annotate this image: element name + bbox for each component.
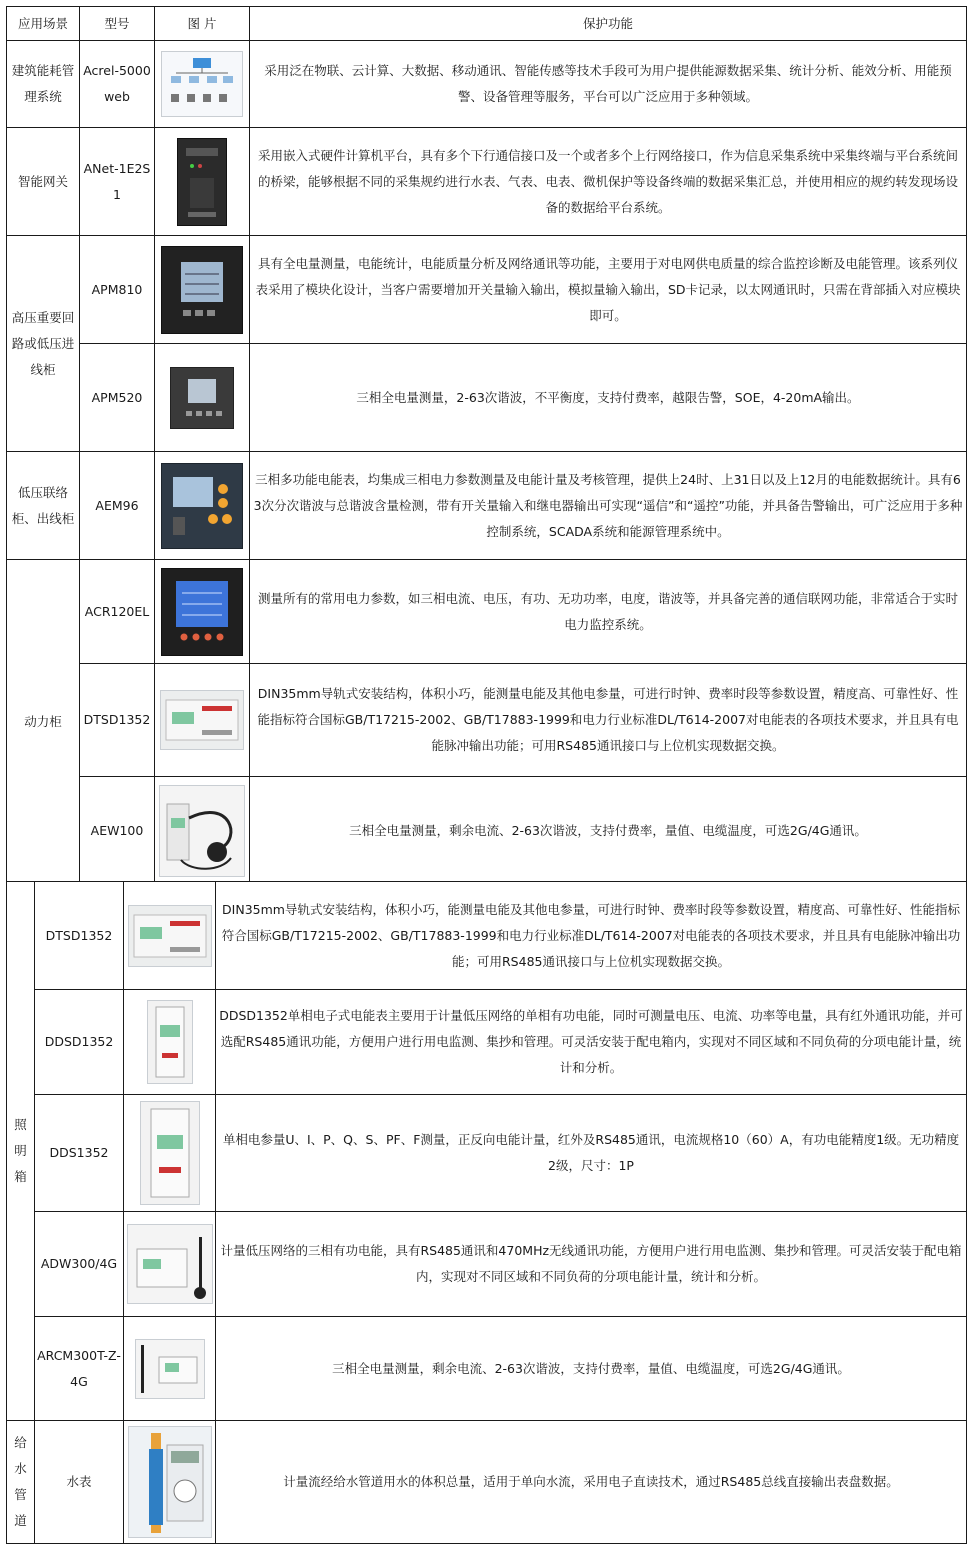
lcd-meter-icon (161, 568, 243, 656)
din-rail-meter-icon (160, 690, 244, 750)
product-table-lighting (6, 881, 967, 1544)
model-cell: 水表 (35, 1421, 124, 1544)
function-desc: 采用泛在物联、云计算、大数据、移动通讯、智能传感等技术手段可为用户提供能源数据采集、统计分析、能效分析、用能预警、设备管理等服务，平台可以广泛应用于多种领域。 (250, 41, 967, 128)
function-desc: 采用嵌入式硬件计算机平台，具有多个下行通信接口及一个或者多个上行网络接口，作为信息采集系统中采集终端与平台系统间的桥梁，能够根据不同的采集规约进行水表、气表、电表、微机保护等设备终端的数据采集汇总，并使用相应的规约转发现场设备的数据给平台系统。 (250, 128, 967, 236)
function-desc: 三相多功能电能表，均集成三相电力参数测量及电能计量及考核管理，提供上24时、上31日以及上12月的电能数据统计。具有63次分次谐波与总谐波含量检测，带有开关量输入和继电器输出可实现“遥信”和“遥控”功能，并具备告警输出，可广泛应用于多种控制系统，SCADA系统和能源管理系统中。 (250, 452, 967, 560)
table-row (7, 664, 967, 777)
function-desc: 具有全电量测量，电能统计，电能质量分析及网络通讯等功能，主要用于对电网供电质量的综合监控诊断及电能管理。该系列仪表采用了模块化设计，当客户需要增加开关量输入输出，模拟量输入输出，SD卡记录，以太网通讯时，只需在背部插入对应模块即可。 (250, 236, 967, 344)
table-row (7, 41, 967, 128)
power-meter-icon (161, 246, 243, 334)
din-rail-meter-icon (128, 905, 212, 967)
scene-cell: 智能网关 (7, 128, 80, 236)
model-cell: DDSD1352 (35, 990, 124, 1095)
model-cell: APM810 (80, 236, 155, 344)
header-image: 图 片 (155, 7, 250, 41)
power-meter-icon (170, 367, 234, 429)
water-meter-icon (128, 1426, 212, 1538)
platform-diagram-icon (161, 51, 243, 117)
table-row (7, 1095, 967, 1212)
scene-cell: 动力柜 (7, 560, 80, 885)
model-cell: DDS1352 (35, 1095, 124, 1212)
table-row (7, 882, 967, 990)
table-row (7, 990, 967, 1095)
scene-cell: 建筑能耗管理系统 (7, 41, 80, 128)
header-scene: 应用场景 (7, 7, 80, 41)
function-desc: 三相全电量测量，剩余电流、2-63次谐波，支持付费率，量值、电缆温度，可选2G/4G通讯。 (216, 1317, 967, 1421)
header-function: 保护功能 (250, 7, 967, 41)
table-row (7, 128, 967, 236)
single-phase-meter-icon (140, 1101, 200, 1205)
model-cell: DTSD1352 (80, 664, 155, 777)
function-desc: 三相全电量测量，2-63次谐波，不平衡度，支持付费率，越限告警，SOE，4-20mA输出。 (250, 344, 967, 452)
multifunction-meter-icon (161, 463, 243, 549)
table-row (7, 1212, 967, 1317)
table-row (7, 1421, 967, 1544)
table-row (7, 1317, 967, 1421)
function-desc: 计量低压网络的三相有功电能，具有RS485通讯和470MHz无线通讯功能，方便用户进行用电监测、集抄和管理。可灵活安装于配电箱内，实现对不同区域和不同负荷的分项电能计量，统计和分析。 (216, 1212, 967, 1317)
header-model: 型号 (80, 7, 155, 41)
wireless-meter-icon (159, 785, 245, 877)
scene-cell: 给水管道 (7, 1421, 35, 1544)
gateway-device-icon (177, 138, 227, 226)
model-cell: Acrel-5000web (80, 41, 155, 128)
scene-cell: 照明箱 (7, 882, 35, 1421)
scene-cell: 高压重要回路或低压进线柜 (7, 236, 80, 452)
model-cell: AEW100 (80, 777, 155, 885)
model-cell: APM520 (80, 344, 155, 452)
model-cell: ARCM300T-Z-4G (35, 1317, 124, 1421)
model-cell: ACR120EL (80, 560, 155, 664)
model-cell: DTSD1352 (35, 882, 124, 990)
product-table-main (6, 6, 967, 885)
function-desc: DDSD1352单相电子式电能表主要用于计量低压网络的单相有功电能，同时可测量电压、电流、功率等电量，具有红外通讯功能，并可选配RS485通讯功能，方便用户进行用电监测、集抄和管理。可灵活安装于配电箱内，实现对不同区域和不同负荷的分项电能计量，统计和分析。 (216, 990, 967, 1095)
function-desc: DIN35mm导轨式安装结构，体积小巧，能测量电能及其他电参量，可进行时钟、费率时段等参数设置，精度高、可靠性好、性能指标符合国标GB/T17215-2002、GB/T17883-1999和电力行业标准DL/T614-2007对电能表的各项技术要求，并且具有电能脉冲输出功能；可用RS485通讯接口与上位机实现数据交换。 (250, 664, 967, 777)
antenna-meter-icon (127, 1224, 213, 1304)
table-row (7, 777, 967, 885)
model-cell: ADW300/4G (35, 1212, 124, 1317)
scene-cell: 低压联络柜、出线柜 (7, 452, 80, 560)
function-desc: 计量流经给水管道用水的体积总量，适用于单向水流，采用电子直读技术，通过RS485总线直接输出表盘数据。 (216, 1421, 967, 1544)
single-phase-meter-icon (147, 1000, 193, 1084)
header-row (7, 7, 967, 41)
function-desc: 单相电参量U、I、P、Q、S、PF、F测量，正反向电能计量，红外及RS485通讯，电流规格10（60）A，有功电能精度1级。无功精度2级，尺寸：1P (216, 1095, 967, 1212)
table-row (7, 236, 967, 344)
function-desc: 三相全电量测量，剩余电流、2-63次谐波，支持付费率，量值、电缆温度，可选2G/4G通讯。 (250, 777, 967, 885)
antenna-meter-icon (135, 1339, 205, 1399)
table-row (7, 452, 967, 560)
table-row (7, 560, 967, 664)
function-desc: 测量所有的常用电力参数，如三相电流、电压，有功、无功功率，电度，谐波等，并具备完善的通信联网功能，非常适合于实时电力监控系统。 (250, 560, 967, 664)
function-desc: DIN35mm导轨式安装结构，体积小巧，能测量电能及其他电参量，可进行时钟、费率时段等参数设置，精度高、可靠性好、性能指标符合国标GB/T17215-2002、GB/T17883-1999和电力行业标准DL/T614-2007对电能表的各项技术要求，并且具有电能脉冲输出功能；可用RS485通讯接口与上位机实现数据交换。 (216, 882, 967, 990)
model-cell: AEM96 (80, 452, 155, 560)
table-row (7, 344, 967, 452)
model-cell: ANet-1E2S1 (80, 128, 155, 236)
